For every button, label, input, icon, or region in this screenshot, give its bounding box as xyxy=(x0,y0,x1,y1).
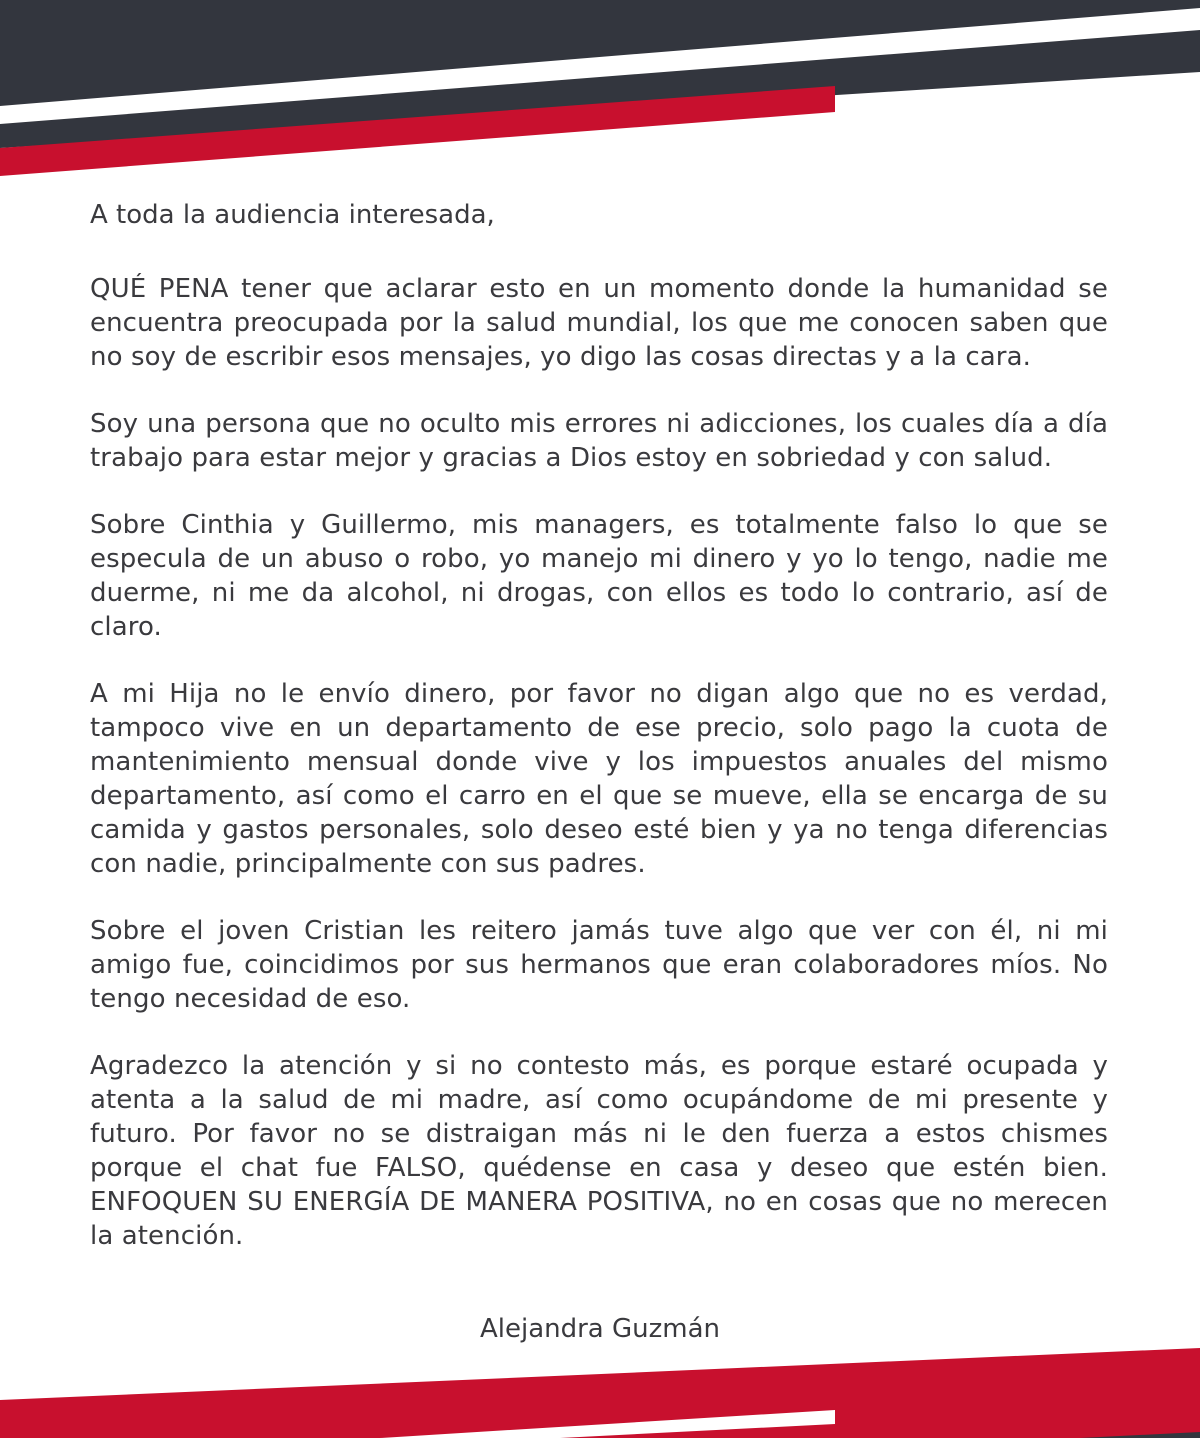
letter-body xyxy=(90,198,1108,1286)
paragraph-closing: Agradezco la atención y si no contesto más, es porque estaré ocupada y atenta a la salud de mi madre, así como ocupándome de mi presente y futuro. Por favor no se distraigan más ni le den fuerza a estos chismes porque el chat fue FALSO, quédense en casa y deseo que estén bien. ENFOQUEN SU ENERGÍA DE MANERA POSITIVA, no en cosas que no merecen la atención. xyxy=(90,1051,1108,1251)
bottom-red-band xyxy=(0,1348,1200,1438)
paragraph-managers: Sobre Cinthia y Guillermo, mis managers, es totalmente falso lo que se especula de un abuso o robo, yo manejo mi dinero y yo lo tengo, nadie me duerme, ni me da alcohol, ni drogas, con ellos es todo lo contrario, así de claro. xyxy=(90,510,1108,642)
bottom-white-stripe xyxy=(380,1410,835,1438)
top-dark-band-lower xyxy=(0,30,1200,148)
paragraph-cristian: Sobre el joven Cristian les reitero jamás tuve algo que ver con él, ni mi amigo fue, coincidimos por sus hermanos que eran colaboradores míos. No tengo necesidad de eso. xyxy=(90,916,1108,1014)
salutation: A toda la audiencia interesada, xyxy=(90,200,495,230)
top-dark-band xyxy=(0,0,1200,106)
paragraph-daughter: A mi Hija no le envío dinero, por favor no digan algo que no es verdad, tampoco vive en un departamento de ese precio, solo pago la cuota de mantenimiento mensual donde vive y los impuestos anuales del mismo departamento, así como el carro en el que se mueve, ella se encarga de su camida y gastos personales, solo deseo esté bien y ya no tenga diferencias con nadie, principalmente con sus padres. xyxy=(90,679,1108,879)
bottom-dark-corner xyxy=(1080,1432,1200,1438)
paragraph-opening: QUÉ PENA tener que aclarar esto en un momento donde la humanidad se encuentra preocupada por la salud mundial, los que me conocen saben que no soy de escribir esos mensajes, yo digo las cosas directas y a la cara. xyxy=(90,274,1108,372)
top-red-band xyxy=(0,86,835,176)
paragraph-sobriety: Soy una persona que no oculto mis errores ni adicciones, los cuales día a día trabajo para estar mejor y gracias a Dios estoy en sobriedad y con salud. xyxy=(90,409,1108,473)
signature: Alejandra Guzmán xyxy=(479,1314,721,1344)
